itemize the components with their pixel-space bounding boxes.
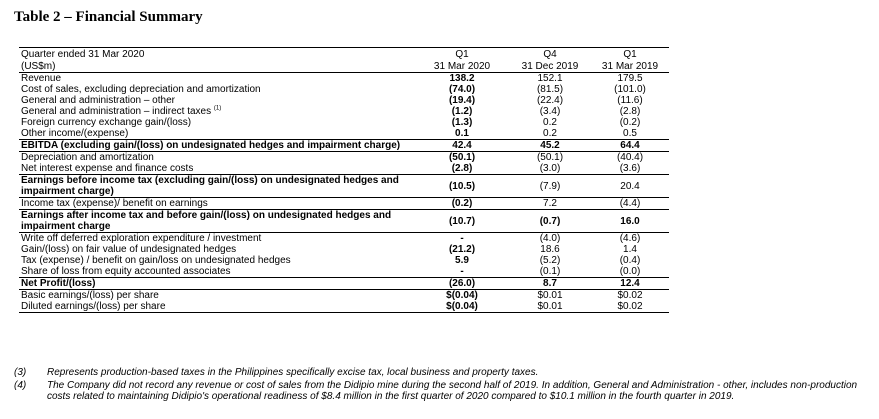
- table-row: Other income/(expense) 0.1 0.2 0.5: [19, 128, 669, 140]
- header-date2: 31 Dec 2019: [509, 60, 591, 73]
- table-row-eat: Earnings after income tax and before gain/(loss) on undesignated hedges and impairment charge (10.7) (0.7) 16.0: [19, 210, 669, 233]
- table-row: General and administration – indirect taxes $^{(1)}$ (1.2) (3.4) (2.8): [21, 105, 641, 117]
- header-row-2: [19, 60, 669, 73]
- table-title: Table 2 – Financial Summary: [14, 9, 203, 25]
- table-row: Revenue 138.2 152.1 179.5: [21, 73, 643, 84]
- table-row: Diluted earnings/(loss) per share $(0.04) $0.01 $0.02: [19, 301, 669, 313]
- header-col1: Q1: [415, 48, 509, 61]
- table-row-ebitda: EBITDA (excluding gain/(loss) on undesignated hedges and impairment charge) 42.4 45.2 64.4: [19, 140, 669, 152]
- table-row: General and administration – other (19.4) (22.4) (11.6): [21, 95, 643, 106]
- header-date3: 31 Mar 2019: [591, 60, 669, 73]
- header-col3: Q1: [591, 48, 669, 61]
- table-row-net-profit: Net Profit/(loss) (26.0) 8.7 12.4: [19, 278, 669, 290]
- table-row: Foreign currency exchange gain/(loss) (1.3) 0.2 (0.2): [21, 117, 641, 128]
- table-row: Share of loss from equity accounted associates - (0.1) (0.0): [19, 266, 669, 278]
- header-row-1: [19, 48, 669, 61]
- table-row: Income tax (expense)/ benefit on earnings (0.2) 7.2 (4.4): [19, 198, 669, 210]
- footnote-ref: (1): [213, 105, 222, 112]
- header-label: Quarter ended 31 Mar 2020: [19, 48, 415, 61]
- table-row: Net interest expense and finance costs (2.8) (3.0) (3.6): [19, 163, 669, 175]
- header-units: (US$m): [19, 60, 415, 73]
- table-row: Depreciation and amortization (50.1) (50.1) (40.4): [21, 152, 644, 163]
- header-date1: 31 Mar 2020: [415, 60, 509, 73]
- table-row: Tax (expense) / benefit on gain/loss on undesignated hedges 5.9 (5.2) (0.4): [21, 255, 641, 266]
- table-row: Write off deferred exploration expenditure / investment - (4.0) (4.6): [21, 233, 641, 244]
- header-col2: Q4: [509, 48, 591, 61]
- table-row: Gain/(loss) on fair value of undesignated hedges (21.2) 18.6 1.4: [21, 244, 637, 255]
- financial-summary-table: [19, 47, 669, 313]
- table-row: Basic earnings/(loss) per share $(0.04) $0.01 $0.02: [21, 290, 643, 301]
- table-row-ebt: Earnings before income tax (excluding gain/(loss) on undesignated hedges and impairment charge) (10.5) (7.9) 20.4: [19, 175, 669, 198]
- table-row: Cost of sales, excluding depreciation and amortization (74.0) (81.5) (101.0): [21, 84, 646, 95]
